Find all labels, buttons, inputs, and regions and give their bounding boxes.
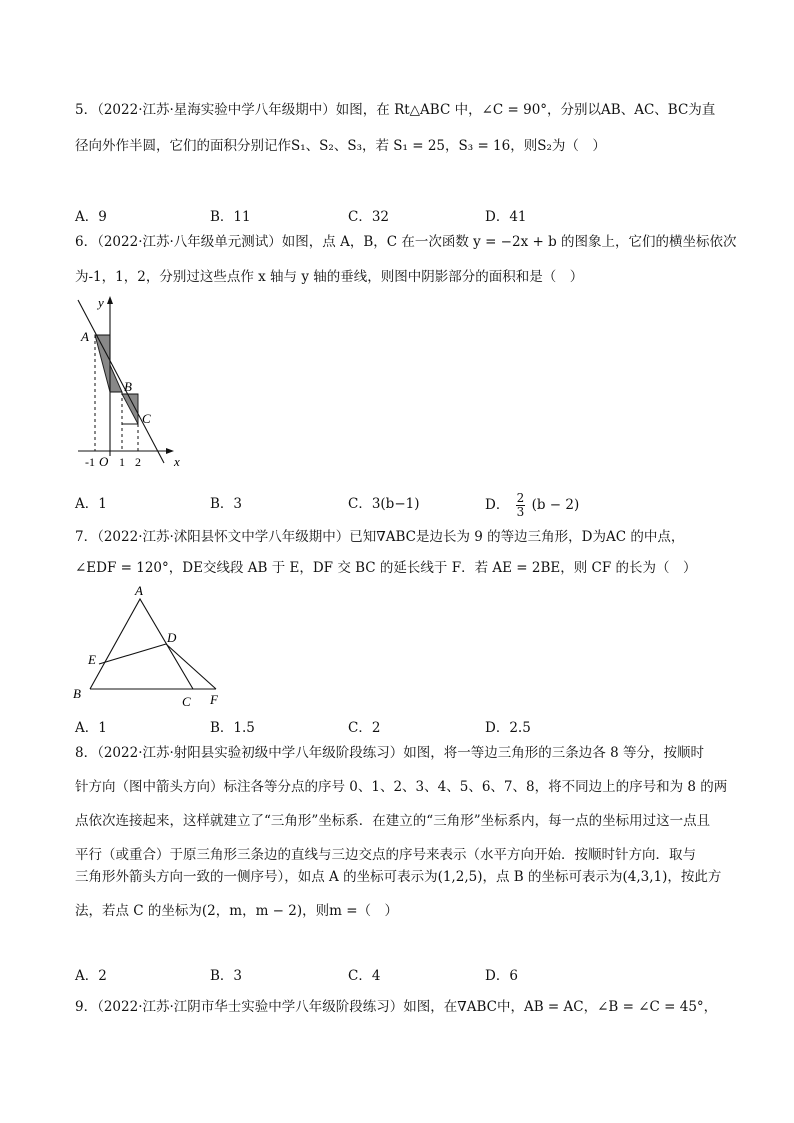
q7-option-b: B．1.5: [210, 720, 255, 736]
q6-x-arrow-icon: [166, 448, 174, 454]
q8-line-2: 针方向（图中箭头方向）标注各等分点的序号 0、1、2、3、4、5、6、7、8，将不同边上的序号和为 8 的两: [75, 779, 728, 795]
q6-label-y: y: [98, 295, 104, 310]
q6-shaded-triangle-1: [95, 335, 110, 392]
q9-line-1: 9．（2022·江苏·江阴市华士实验中学八年级阶段练习）如图，在∇ABC中，AB = AC，∠B = ∠C = 45°，: [75, 999, 718, 1015]
q6-line-1: 6．（2022·江苏·八年级单元测试）如图，点 A，B，C 在一次函数 y = −2x + b 的图象上，它们的横坐标依次: [75, 234, 737, 250]
q6-option-d-fraction: [516, 492, 526, 519]
q7-label-d: D: [167, 630, 177, 645]
q8-line-3: 点依次连接起来，这样就建立了“三角形”坐标系．在建立的“三角形”坐标系内，每一点的坐标用过这一点且: [75, 813, 711, 829]
q7-label-b: B: [73, 686, 81, 701]
q8-option-b: B．3: [210, 968, 243, 984]
q8-option-d: D．6: [485, 968, 518, 984]
q8-option-c: C．4: [348, 968, 381, 984]
q7-figure: [68, 582, 228, 712]
q5-line-2: 径向外作半圆，它们的面积分别记作S₁、S₂、S₃，若 S₁ = 25，S₃ = 16，则S₂为（ ）: [75, 138, 606, 154]
q5-option-a: A．9: [75, 209, 107, 225]
q7-option-d: D．2.5: [485, 720, 531, 736]
q6-option-d-label: D．: [485, 497, 510, 513]
q8-option-a: A．2: [75, 968, 107, 984]
q7-label-f: F: [210, 692, 218, 707]
q5-option-c: C．32: [348, 209, 390, 225]
q6-label-b: B: [124, 379, 132, 394]
q8-line-4: 平行（或重合）于原三角形三条边的直线与三边交点的序号来表示（水平方向开始．按顺时针方向．取与: [75, 847, 696, 863]
q7-line-1: 7．（2022·江苏·沭阳县怀文中学八年级期中）已知∇ABC是边长为 9 的等边三角形，D为AC 的中点，: [75, 529, 685, 545]
q5-line-1: 5．（2022·江苏·星海实验中学八年级期中）如图，在 Rt△ABC 中，∠C = 90°，分别以AB、AC、BC为直: [75, 102, 716, 118]
q7-label-a: A: [135, 583, 143, 598]
q8-line-5: 三角形外箭头方向一致的一侧序号），如点 A 的坐标可表示为(1,2,5)，点 B 的坐标可表示为(4,3,1)，按此方: [75, 869, 722, 885]
q6-y-arrow-icon: [107, 296, 113, 304]
q7-triangle-sides: [90, 599, 193, 689]
q8-line-6: 法，若点 C 的坐标为(2，m，m − 2)，则m =（ ）: [75, 903, 399, 919]
q8-line-1: 8．（2022·江苏·射阳县实验初级中学八年级阶段练习）如图，将一等边三角形的三条边各 8 等分，按顺时: [75, 745, 704, 761]
q7-option-c: C．2: [348, 720, 381, 736]
q7-label-e: E: [88, 652, 96, 667]
q6-figure: [70, 292, 200, 474]
q7-segment-df: [166, 644, 216, 689]
q7-label-c: C: [182, 694, 191, 709]
q6-option-b: B．3: [210, 496, 243, 512]
q6-option-c: C．3(b−1): [348, 496, 420, 512]
q6-label-a: A: [81, 329, 89, 344]
q6-label-1: 1: [119, 455, 125, 469]
q7-option-a: A．1: [75, 720, 107, 736]
q6-option-d: [485, 492, 579, 519]
q7-line-2: ∠EDF = 120°，DE交线段 AB 于 E，DF 交 BC 的延长线于 F．若 AE = 2BE，则 CF 的长为（ ）: [75, 560, 697, 576]
q6-label-x: x: [174, 454, 180, 469]
q6-option-d-tail: (b − 2): [531, 497, 580, 513]
q6-option-a: A．1: [75, 496, 107, 512]
q5-option-b: B．11: [210, 209, 251, 225]
q6-line-2: 为-1，1，2，分别过这些点作 x 轴与 y 轴的垂线，则图中阴影部分的面积和是（ ）: [75, 269, 584, 285]
q6-function-line: [78, 300, 164, 463]
q6-label-c: C: [142, 411, 151, 426]
q6-label-neg1: -1: [85, 455, 95, 469]
q5-option-d: D．41: [485, 209, 527, 225]
q6-label-2: 2: [135, 455, 141, 469]
q6-option-d-denominator: 3: [516, 505, 525, 519]
q6-option-d-numerator: 2: [516, 491, 525, 505]
q6-label-o: O: [99, 454, 109, 469]
